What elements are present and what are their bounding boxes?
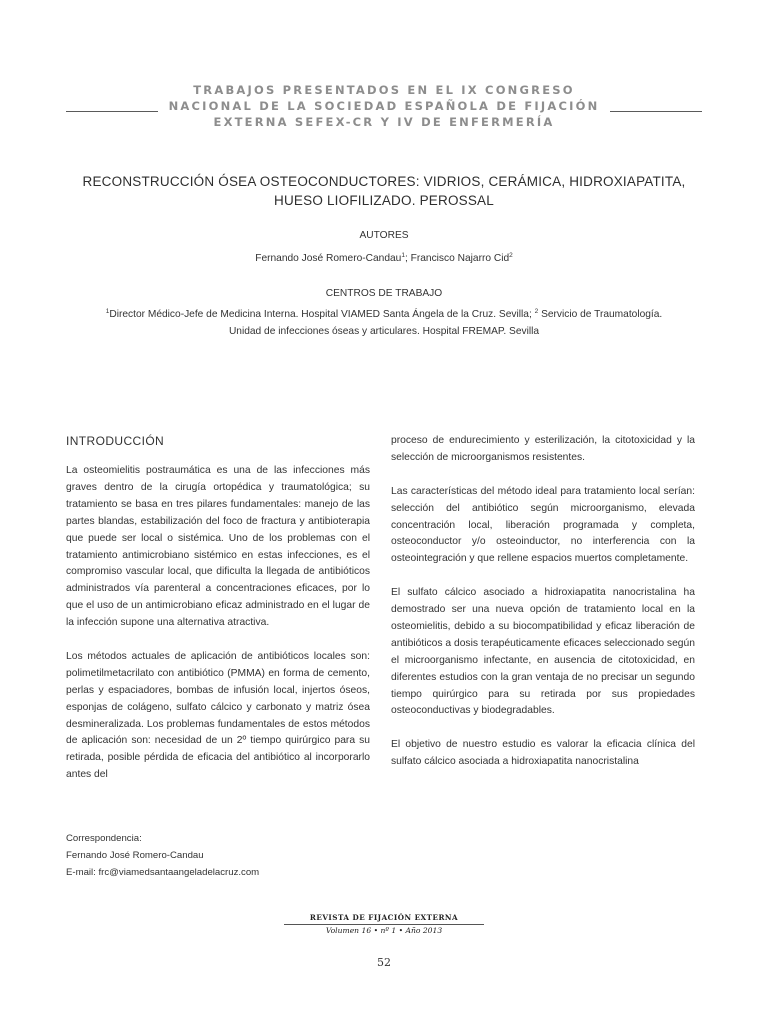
banner-rule-left [66, 111, 158, 112]
introduction-heading: INTRODUCCIÓN [66, 434, 165, 448]
article-title-line-1: RECONSTRUCCIÓN ÓSEA OSTEOCONDUCTORES: VIDRIOS, CERÁMICA, HIDROXIAPATITA, [82, 174, 686, 189]
author-separator: ; Francisco Najarro Cid [404, 253, 510, 264]
paragraph: proceso de endurecimiento y esterilización, la citotoxicidad y la selección de microorganismos resistentes. [391, 435, 695, 463]
center-line-2: Unidad de infecciones óseas y articulares. Hospital FREMAP. Sevilla [228, 326, 540, 337]
correspondence-block [66, 830, 366, 881]
authors-label: AUTORES [359, 230, 409, 241]
left-column [66, 433, 370, 801]
correspondence-email[interactable]: E-mail: frc@viamedsantaangeladelacruz.com [66, 867, 260, 878]
correspondence-label: Correspondencia: [66, 833, 142, 844]
center-line-1 [40, 306, 728, 323]
center-2-text: Servicio de Traumatología. [538, 309, 663, 320]
author-1-affiliation: 1 [401, 252, 405, 259]
banner-rule-right [610, 111, 702, 112]
banner-line-1: TRABAJOS PRESENTADOS EN EL IX CONGRESO [193, 83, 575, 97]
paragraph: Las características del método ideal para tratamiento local serían: selección del antibiótico según microorganismo, elevada concentración local, liberación programada y completa, osteoconductor y/o osteoinductor, no interferencia con la osteointegración y que rellene espacios muertos completamente. [391, 485, 695, 565]
right-column [391, 433, 695, 788]
author-1: Fernando José Romero-Candau [255, 253, 402, 264]
banner-line-2: NACIONAL DE LA SOCIEDAD ESPAÑOLA DE FIJACIÓN [168, 99, 600, 113]
article-title-line-2: HUESO LIOFILIZADO. PEROSSAL [274, 193, 494, 208]
paragraph: El sulfato cálcico asociado a hidroxiapatita nanocristalina ha demostrado ser una nueva opción de tratamiento local en la osteomielitis, debido a su biocompatibilidad y eficaz liberación de antibióticos a dosis terapéuticamente eficaces seleccionado según el microorganismo infectante, en ausencia de citotoxicidad, en diferentes estudios con la gran ventaja de no precisar un segundo tiempo quirúrgico para su retirada por sus propiedades osteoconductivas y biodegradables. [391, 587, 695, 717]
correspondence-name: Fernando José Romero-Candau [66, 850, 204, 861]
center-1-text: Director Médico-Jefe de Medicina Interna. Hospital VIAMED Santa Ángela de la Cruz. Sevilla; [109, 309, 535, 320]
journal-footer [284, 913, 484, 936]
centers-text [40, 306, 728, 340]
article-title [40, 172, 728, 210]
journal-name: REVISTA DE FIJACIÓN EXTERNA [284, 913, 484, 925]
centers-label: CENTROS DE TRABAJO [325, 288, 443, 299]
paragraph: El objetivo de nuestro estudio es valorar la eficacia clínica del sulfato cálcico asociada a hidroxiapatita nanocristalina [391, 739, 695, 768]
journal-issue: Volumen 16 • nº 1 • Año 2013 [325, 926, 443, 935]
center-2-marker: 2 [534, 308, 539, 315]
author-2-affiliation: 2 [509, 252, 513, 259]
paragraph: Los métodos actuales de aplicación de antibióticos locales son: polimetilmetacrilato con antibiótico (PMMA) en forma de cemento, perlas y espaciadores, bombas de infusión local, injertos óseos, esponjas de colágeno, sulfato cálcico y carbonato y matriz ósea desmineralizada. Los problemas fundamentales de estos métodos de aplicación son: necesidad de un 2º tiempo quirúrgico para su retirada, posible pérdida de eficacia del antibiótico al incorporarlo antes del [66, 650, 370, 781]
authors-line [40, 250, 728, 267]
paragraph: La osteomielitis postraumática es una de las infecciones más graves dentro de la cirugía ortopédica y traumatológica; su tratamiento se basa en tres pilares fundamentales: manejo de las partes blandas, estabilización del foco de fractura y antibioterapia que puede ser local o sistémica. Uno de los problemas con el tratamiento antimicrobiano sistémico en estas infecciones, es el compromiso vascular local, que dificulta la llegada de antibióticos administrados vía parenteral a concentraciones eficaces, por lo que el uso de un antimicrobiano eficaz administrado en el lugar de la infección supone una alternativa atractiva. [66, 465, 370, 629]
section-banner [66, 82, 702, 130]
banner-line-3: EXTERNA SEFEX-CR Y IV DE ENFERMERÍA [213, 115, 555, 129]
authors-names [40, 250, 728, 267]
center-1-marker: 1 [105, 308, 110, 315]
authors-section [40, 227, 728, 244]
page-number: 52 [377, 956, 391, 969]
centers-section [40, 285, 728, 302]
